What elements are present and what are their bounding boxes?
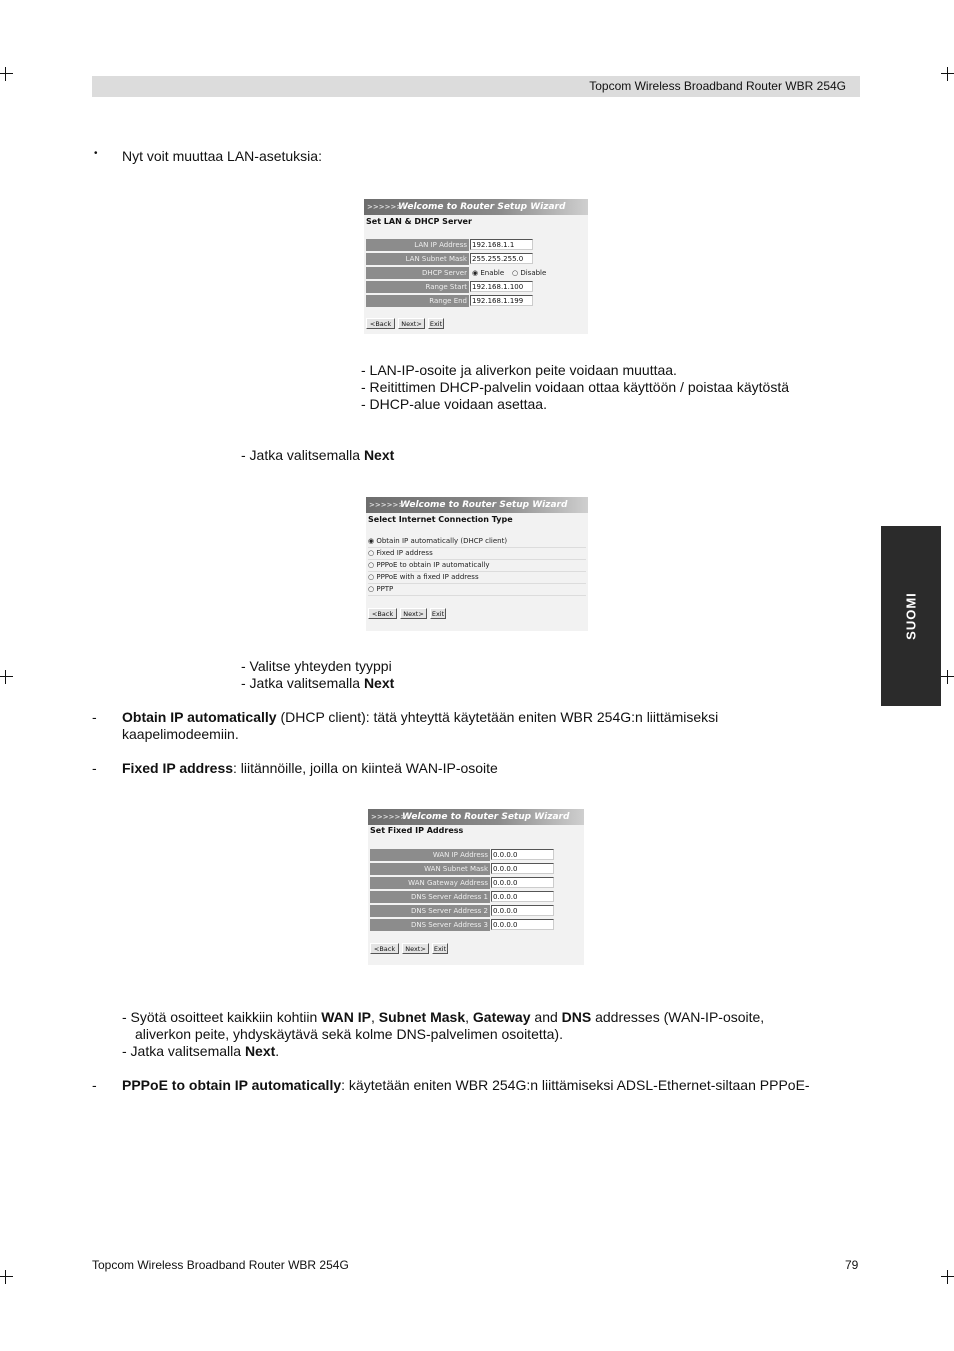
dns1-row <box>370 891 582 903</box>
dhcp-server-row <box>366 267 586 279</box>
intro-text: Nyt voit muuttaa LAN-asetuksia: <box>122 148 322 164</box>
range-start-input[interactable]: 192.168.1.100 <box>470 281 533 292</box>
wizard-fixed-ip-screenshot <box>368 809 584 965</box>
wizard-connection-type-screenshot <box>366 497 588 631</box>
continue-instruction-3 <box>122 1043 279 1059</box>
lan-subnet-row <box>366 253 586 265</box>
wizard-subtitle: Set LAN & DHCP Server <box>366 217 472 226</box>
range-end-input[interactable]: 192.168.1.199 <box>470 295 533 306</box>
wizard-title-arrows: >>>>>> <box>371 813 407 821</box>
dns2-input[interactable]: 0.0.0.0 <box>491 905 554 916</box>
item-obtain-dash: - <box>92 709 97 725</box>
wizard-title: Welcome to Router Setup Wizard <box>398 202 566 212</box>
wizard-title-arrows: >>>>>> <box>369 501 405 509</box>
exit-button[interactable]: Exit <box>429 320 443 328</box>
wizard-title-arrows: >>>>>> <box>367 203 403 211</box>
wan-ip-label: WAN IP Address <box>370 849 490 861</box>
next-button[interactable]: Next> <box>398 318 425 329</box>
wizard-title: Welcome to Router Setup Wizard <box>400 500 568 510</box>
dhcp-enable-radio[interactable]: ◉ Enable <box>472 269 505 277</box>
wizard-subtitle: Select Internet Connection Type <box>368 515 513 524</box>
back-button[interactable]: <Back <box>370 943 399 954</box>
item-fixed-text <box>122 760 498 776</box>
dns1-label: DNS Server Address 1 <box>370 891 490 903</box>
dns2-row <box>370 905 582 917</box>
item-fixed-desc: : liitännöille, joilla on kiinteä WAN-IP-osoite <box>233 760 498 776</box>
note-dhcp-range: - DHCP-alue voidaan asettaa. <box>361 396 547 412</box>
option-pppoe-fixed[interactable]: ○ PPPoE with a fixed IP address <box>368 572 586 584</box>
wan-ip-row <box>370 849 582 861</box>
note-select-type: - Valitse yhteyden tyyppi <box>241 658 392 674</box>
continue-instruction-1 <box>241 447 394 463</box>
dhcp-server-label: DHCP Server <box>366 267 469 279</box>
note-dns: DNS <box>561 1009 592 1025</box>
registration-mark-top-right <box>941 67 954 81</box>
lan-ip-label: LAN IP Address <box>366 239 469 251</box>
dns1-input[interactable]: 0.0.0.0 <box>491 891 554 902</box>
dns3-input[interactable]: 0.0.0.0 <box>491 919 554 930</box>
note-comma-1: , <box>371 1009 379 1025</box>
continue-3-end: . <box>275 1043 280 1059</box>
wizard-title: Welcome to Router Setup Wizard <box>402 812 570 822</box>
intro-bullet: • <box>94 148 98 159</box>
page-header <box>92 76 860 97</box>
range-end-label: Range End <box>366 295 469 307</box>
item-obtain-line2: kaapelimodeemiin. <box>122 726 239 742</box>
registration-mark-mid-right <box>941 670 954 684</box>
note-enter-addresses-line2: aliverkon peite, yhdyskäytävä sekä kolme DNS-palvelimen osoitetta). <box>135 1026 563 1042</box>
option-pptp[interactable]: ○ PPTP <box>368 584 586 596</box>
note-gateway: Gateway <box>472 1009 531 1025</box>
note-enter-addresses <box>122 1009 764 1025</box>
back-button[interactable]: <Back <box>368 608 397 619</box>
page-number: 79 <box>845 1258 859 1272</box>
continue-1-next: Next <box>363 447 395 463</box>
item-fixed-title: Fixed IP address <box>122 760 234 776</box>
language-tab-label: SUOMI <box>903 592 919 640</box>
dns2-label: DNS Server Address 2 <box>370 905 490 917</box>
item-obtain-desc: (DHCP client): tätä yhteyttä käytetään eniten WBR 254G:n liittämiseksi <box>276 709 719 725</box>
item-fixed-dash: - <box>92 760 97 776</box>
wan-subnet-label: WAN Subnet Mask <box>370 863 490 875</box>
note-dhcp-server: - Reitittimen DHCP-palvelin voidaan ottaa käyttöön / poistaa käytöstä <box>361 379 789 395</box>
exit-button[interactable]: Exit <box>433 945 447 953</box>
option-pppoe-auto-label: PPPoE to obtain IP automatically <box>376 561 490 569</box>
note-and: and <box>530 1009 562 1025</box>
lan-ip-input[interactable]: 192.168.1.1 <box>470 239 533 250</box>
wan-subnet-row <box>370 863 582 875</box>
dns3-row <box>370 919 582 931</box>
dhcp-disable-radio[interactable]: ○ Disable <box>512 269 547 277</box>
option-pptp-label: PPTP <box>376 585 394 593</box>
item-obtain-title: Obtain IP automatically <box>122 709 277 725</box>
registration-mark-top-left <box>0 67 13 81</box>
note-subnet-mask: Subnet Mask <box>378 1009 466 1025</box>
footer-title: Topcom Wireless Broadband Router WBR 254G <box>92 1258 349 1272</box>
option-obtain-ip-label: Obtain IP automatically (DHCP client) <box>376 537 508 545</box>
note-wan-ip: WAN IP <box>321 1009 371 1025</box>
wizard-title-bar <box>364 199 588 215</box>
wan-ip-input[interactable]: 0.0.0.0 <box>491 849 554 860</box>
lan-ip-row <box>366 239 586 251</box>
language-tab <box>881 526 941 706</box>
registration-mark-bottom-right <box>941 1270 954 1284</box>
dhcp-disable-label: Disable <box>520 269 547 277</box>
continue-1-prefix: - Jatka valitsemalla <box>241 447 364 463</box>
wan-subnet-input[interactable]: 0.0.0.0 <box>491 863 554 874</box>
wan-gateway-input[interactable]: 0.0.0.0 <box>491 877 554 888</box>
note-comma-2: , <box>465 1009 473 1025</box>
continue-2-prefix: - Jatka valitsemalla <box>241 675 364 691</box>
item-pppoe-desc: : käytetään eniten WBR 254G:n liittämiseksi ADSL-Ethernet-siltaan PPPoE- <box>341 1077 810 1093</box>
option-pppoe-auto[interactable]: ○ PPPoE to obtain IP automatically <box>368 560 586 572</box>
note-addresses: addresses (WAN-IP-osoite, <box>591 1009 765 1025</box>
registration-mark-mid-left <box>0 670 13 684</box>
note-lan-ip: - LAN-IP-osoite ja aliverkon peite voidaan muuttaa. <box>361 362 677 378</box>
item-pppoe-text <box>122 1077 810 1093</box>
continue-instruction-2 <box>241 675 394 691</box>
lan-subnet-label: LAN Subnet Mask <box>366 253 469 265</box>
continue-3-next: Next <box>244 1043 276 1059</box>
item-pppoe-dash: - <box>92 1077 97 1093</box>
back-button[interactable]: <Back <box>366 318 395 329</box>
continue-2-next: Next <box>363 675 395 691</box>
item-pppoe-title: PPPoE to obtain IP automatically <box>122 1077 342 1093</box>
wan-gateway-row <box>370 877 582 889</box>
note-enter-prefix: - Syötä osoitteet kaikkiin kohtiin <box>122 1009 322 1025</box>
wizard-subtitle: Set Fixed IP Address <box>370 826 464 835</box>
next-button[interactable]: Next> <box>402 943 429 954</box>
item-obtain-text <box>122 709 718 725</box>
continue-3-prefix: - Jatka valitsemalla <box>122 1043 245 1059</box>
dhcp-enable-label: Enable <box>480 269 505 277</box>
option-fixed-ip[interactable]: ○ Fixed IP address <box>368 548 586 560</box>
next-button[interactable]: Next> <box>400 608 427 619</box>
option-pppoe-fixed-label: PPPoE with a fixed IP address <box>376 573 479 581</box>
exit-button[interactable]: Exit <box>431 610 445 618</box>
option-fixed-ip-label: Fixed IP address <box>376 549 433 557</box>
option-obtain-ip[interactable]: ◉ Obtain IP automatically (DHCP client) <box>368 536 586 548</box>
wizard-title-bar <box>366 497 588 513</box>
registration-mark-bottom-left <box>0 1270 13 1284</box>
lan-subnet-input[interactable]: 255.255.255.0 <box>470 253 533 264</box>
range-start-row <box>366 281 586 293</box>
range-end-row <box>366 295 586 307</box>
dns3-label: DNS Server Address 3 <box>370 919 490 931</box>
wizard-title-bar <box>368 809 584 825</box>
wizard-lan-dhcp-screenshot <box>364 199 588 334</box>
wan-gateway-label: WAN Gateway Address <box>370 877 490 889</box>
range-start-label: Range Start <box>366 281 469 293</box>
header-title: Topcom Wireless Broadband Router WBR 254G <box>589 79 846 93</box>
